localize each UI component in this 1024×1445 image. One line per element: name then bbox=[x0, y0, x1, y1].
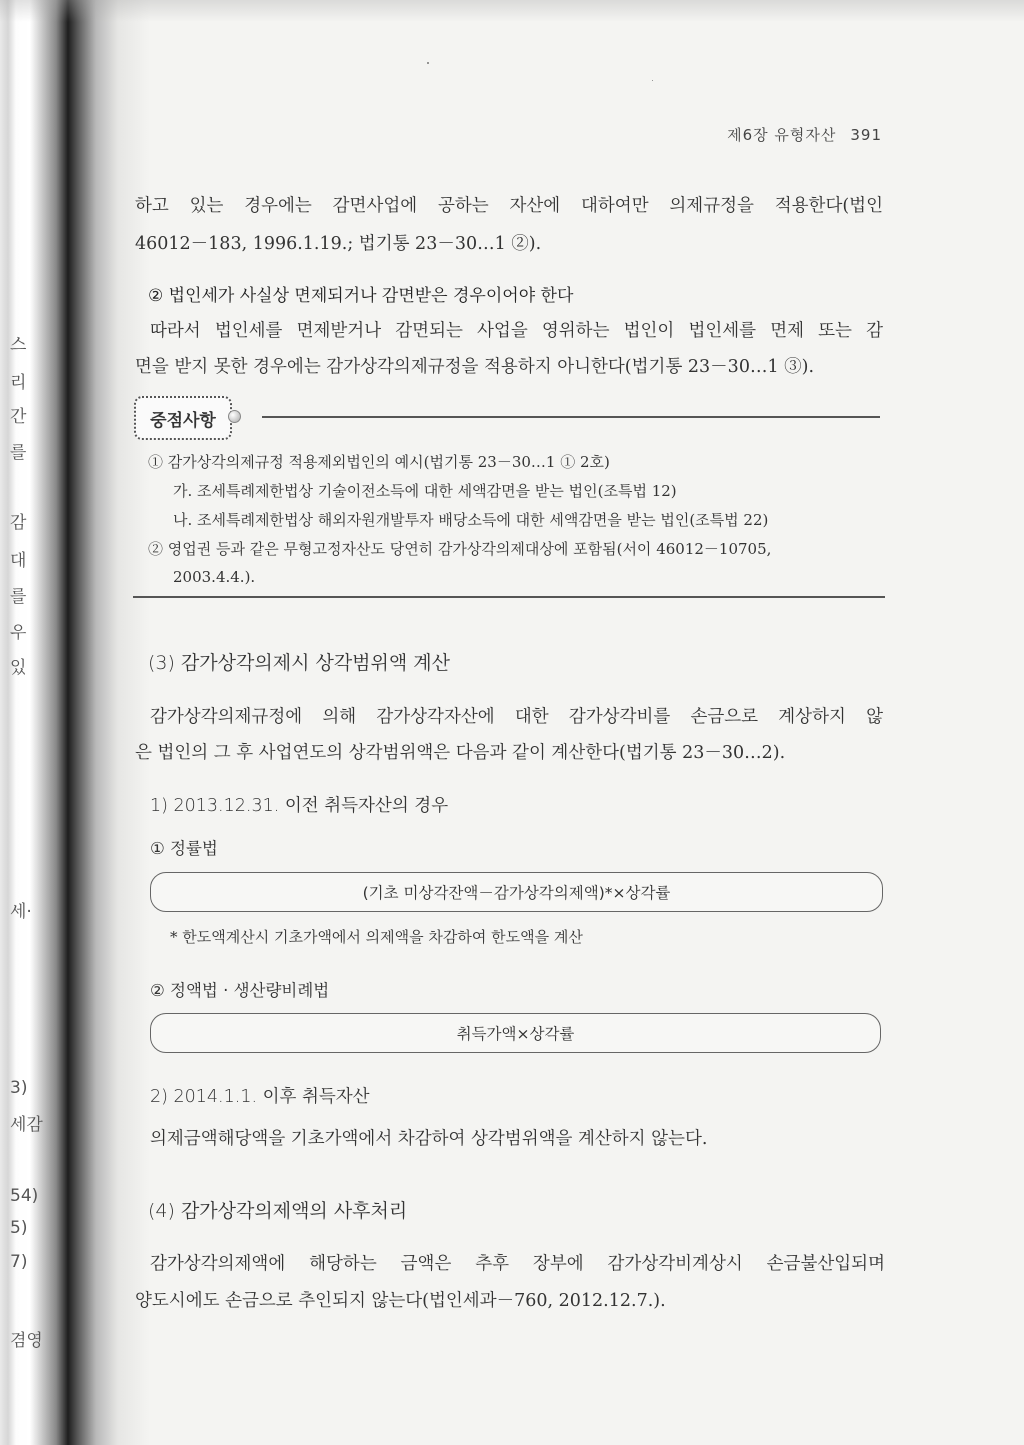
chapter-title: 제6장 유형자산 bbox=[727, 126, 837, 144]
paragraph-line: 46012－183, 1996.1.19.; 법기통 23－30…1 ②). bbox=[135, 234, 542, 254]
footnote: * 한도액계산시 기초가액에서 의제액을 차감하여 한도액을 계산 bbox=[170, 928, 583, 946]
paragraph-line: 은 법인의 그 후 사업연도의 상각범위액은 다음과 같이 계산한다(법기통 23－30…2). bbox=[135, 743, 786, 763]
method-label: ① 정률법 bbox=[150, 839, 218, 858]
key-point-line: 나. 조세특례제한법상 해외자원개발투자 배당소득에 대한 세액감면을 받는 법인(조특법 22) bbox=[173, 511, 769, 529]
edge-fragment: 겸영 bbox=[10, 1331, 43, 1351]
edge-fragment: 대 bbox=[10, 551, 27, 571]
subsection-heading: 1) 2013.12.31. 이전 취득자산의 경우 bbox=[150, 796, 449, 816]
key-points-badge: 중점사항 bbox=[134, 396, 232, 440]
key-points-bottom-rule bbox=[133, 596, 885, 598]
formula-text: 취득가액×상각률 bbox=[456, 1025, 575, 1043]
key-point-line: ② 영업권 등과 같은 무형고정자산도 당연히 감가상각의제대상에 포함됨(서이 46012－10705, bbox=[148, 540, 772, 558]
edge-fragment: 세감 bbox=[10, 1115, 43, 1135]
item-heading: ② 법인세가 사실상 면제되거나 감면받은 경우이어야 한다 bbox=[148, 286, 574, 306]
edge-fragment: 7) bbox=[10, 1252, 28, 1272]
paragraph-line: 의제금액해당액을 기초가액에서 차감하여 상각범위액을 계산하지 않는다. bbox=[150, 1129, 708, 1149]
edge-fragment: 우 bbox=[10, 623, 27, 643]
paragraph-line: 면을 받지 못한 경우에는 감가상각의제규정을 적용하지 아니한다(법기통 23－30…1 ③). bbox=[135, 357, 815, 377]
edge-fragment: 스 bbox=[10, 335, 27, 355]
edge-fragment: 를 bbox=[10, 443, 27, 463]
edge-fragment: 3) bbox=[10, 1078, 28, 1098]
key-point-line: ① 감가상각의제규정 적용제외법인의 예시(법기통 23－30…1 ① 2호) bbox=[148, 453, 610, 471]
key-points-top-rule bbox=[262, 416, 880, 418]
running-header bbox=[727, 124, 882, 145]
top-shade bbox=[0, 0, 1024, 22]
page-number: 391 bbox=[850, 126, 882, 144]
formula-box bbox=[150, 1013, 881, 1053]
edge-fragment: 세· bbox=[10, 902, 32, 922]
edge-fragment: 5) bbox=[10, 1218, 28, 1238]
key-point-line: 가. 조세특례제한법상 기술이전소득에 대한 세액감면을 받는 법인(조특법 12) bbox=[173, 482, 677, 500]
section-heading: (3) 감가상각의제시 상각범위액 계산 bbox=[148, 652, 450, 674]
edge-fragment: 를 bbox=[10, 587, 27, 607]
edge-fragment: 있 bbox=[10, 658, 27, 678]
key-point-line: 2003.4.4.). bbox=[173, 568, 256, 586]
paragraph-line: 감가상각의제액에 해당하는 금액은 추후 장부에 감가상각비계상시 손금불산입되며 bbox=[150, 1254, 885, 1274]
dust-speck bbox=[427, 62, 429, 64]
paragraph-line: 감가상각의제규정에 의해 감가상각자산에 대한 감가상각비를 손금으로 계상하지 않 bbox=[150, 707, 883, 727]
formula-text: (기초 미상각잔액－감가상각의제액)*×상각률 bbox=[362, 884, 671, 902]
edge-fragment: 감 bbox=[10, 513, 27, 533]
paragraph-line: 하고 있는 경우에는 감면사업에 공하는 자산에 대하여만 의제규정을 적용한다(법인 bbox=[135, 196, 883, 216]
paragraph-line: 양도시에도 손금으로 추인되지 않는다(법인세과－760, 2012.12.7.). bbox=[135, 1291, 666, 1311]
badge-bullet-icon bbox=[228, 410, 241, 423]
subsection-heading: 2) 2014.1.1. 이후 취득자산 bbox=[150, 1087, 370, 1107]
edge-fragment: 54) bbox=[10, 1186, 39, 1206]
paragraph-line: 따라서 법인세를 면제받거나 감면되는 사업을 영위하는 법인이 법인세를 면제 또는 감 bbox=[150, 321, 883, 341]
edge-fragment: 리 bbox=[10, 373, 27, 393]
section-heading: (4) 감가상각의제액의 사후처리 bbox=[148, 1200, 408, 1222]
formula-box bbox=[150, 872, 883, 912]
dust-speck bbox=[652, 80, 653, 81]
edge-fragment: 간 bbox=[10, 407, 27, 427]
method-label: ② 정액법 · 생산량비례법 bbox=[150, 981, 330, 1000]
